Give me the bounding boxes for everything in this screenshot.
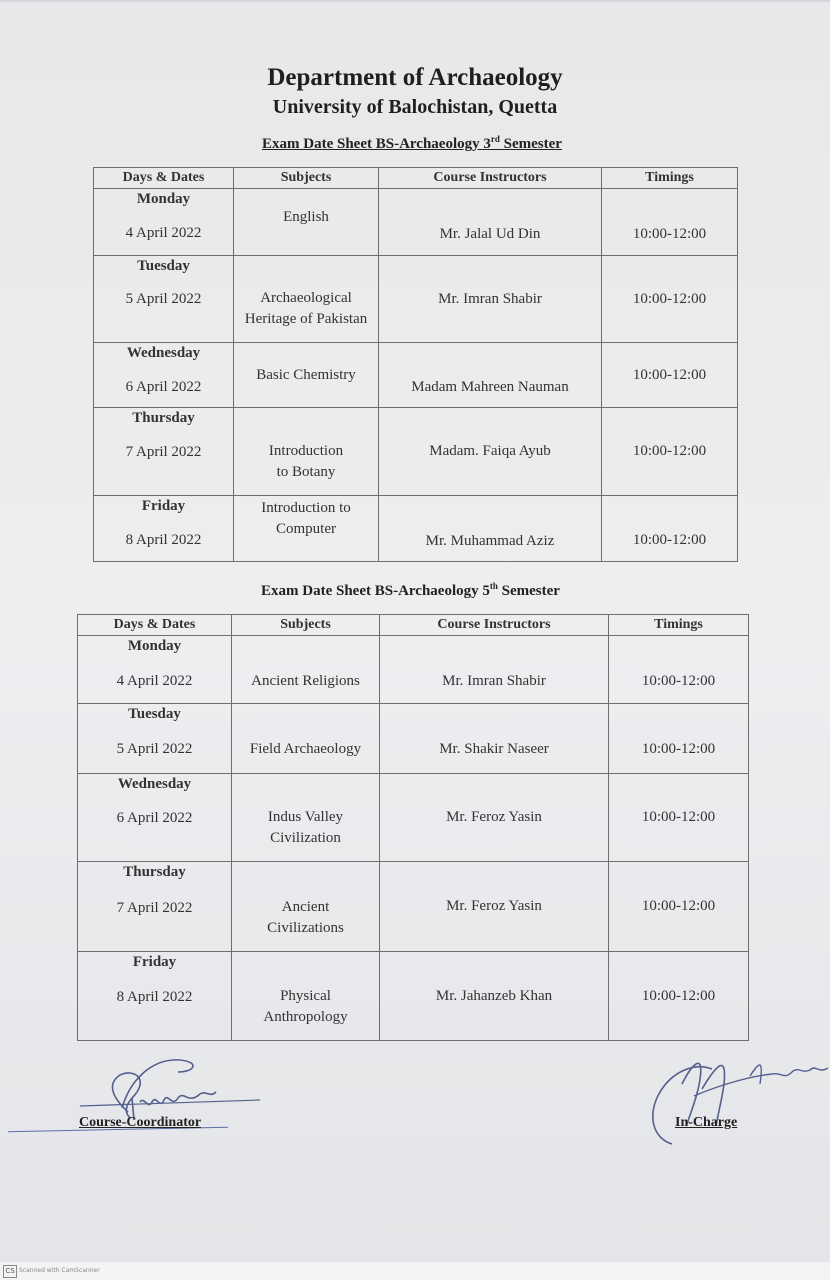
day-date-cell: [78, 636, 232, 704]
table-row: [94, 189, 738, 256]
timing-text: 10:00-12:00: [641, 809, 716, 825]
day-date-cell: [94, 343, 234, 408]
instructor-text: Mr. Feroz Yasin: [446, 898, 542, 914]
instructor-cell: [380, 636, 609, 704]
timing-text: 10:00-12:00: [632, 532, 707, 548]
date-label: 6 April 2022: [125, 379, 202, 395]
instructor-text: Mr. Shakir Naseer: [439, 741, 549, 757]
timing-cell: [602, 496, 738, 562]
instructor-cell: [380, 774, 609, 862]
day-label: Thursday: [123, 864, 186, 880]
subject-cell: [232, 636, 380, 704]
instructor-text: Mr. Feroz Yasin: [446, 809, 542, 825]
instructor-text: Mr. Muhammad Aziz: [425, 533, 555, 549]
instructor-text: Mr. Imran Shabir: [442, 673, 546, 689]
day-date-cell: [78, 862, 232, 952]
schedule-table-3rd-semester: [93, 167, 738, 562]
subject-text: Indus Valley Civilization: [267, 809, 344, 846]
schedule-table-5th-semester: [77, 614, 749, 1041]
header-course-instructors: Course Instructors: [379, 168, 602, 189]
date-label: 7 April 2022: [125, 444, 202, 460]
table-row: [94, 256, 738, 343]
day-label: Tuesday: [137, 258, 190, 274]
table-row: [78, 862, 749, 952]
subject-cell: [234, 189, 379, 256]
day-label: Monday: [136, 191, 191, 207]
timing-cell: [602, 189, 738, 256]
header-course-instructors: Course Instructors: [380, 615, 609, 636]
date-label: 6 April 2022: [116, 810, 193, 826]
subject-text: Archaeological Heritage of Pakistan: [244, 290, 368, 327]
paper-fold: [0, 0, 830, 2]
day-label: Friday: [132, 954, 177, 970]
header-days-dates: Days & Dates: [78, 615, 232, 636]
subject-text: Ancient Religions: [251, 673, 360, 689]
timing-text: 10:00-12:00: [632, 443, 707, 459]
subject-text: Ancient Civilizations: [267, 899, 344, 936]
table-header-row: [78, 615, 749, 636]
date-label: 5 April 2022: [125, 291, 202, 307]
table-row: [78, 952, 749, 1041]
camscanner-logo-icon: CS: [3, 1265, 17, 1278]
subject-text: Basic Chemistry: [256, 366, 356, 383]
day-label: Thursday: [132, 410, 195, 426]
subject-cell: [232, 704, 380, 774]
subject-cell: [234, 343, 379, 408]
header-timings: Timings: [602, 168, 738, 189]
timing-text: 10:00-12:00: [632, 290, 707, 307]
sheet1-title-end: Semester: [499, 136, 562, 152]
table-row: [94, 496, 738, 562]
day-date-cell: [78, 774, 232, 862]
date-label: 7 April 2022: [116, 900, 193, 916]
header-subjects: Subjects: [234, 168, 379, 189]
instructor-text: Madam Mahreen Nauman: [411, 379, 569, 395]
instructor-text: Madam. Faiqa Ayub: [429, 443, 551, 459]
date-label: 4 April 2022: [125, 225, 202, 241]
instructor-text: Mr. Imran Shabir: [438, 290, 542, 307]
day-label: Wednesday: [126, 345, 201, 361]
date-label: 4 April 2022: [116, 673, 193, 689]
day-label: Tuesday: [128, 706, 181, 722]
instructor-cell: [379, 496, 602, 562]
instructor-text: Mr. Jahanzeb Khan: [435, 987, 553, 1004]
table-row: [94, 408, 738, 496]
subject-text: Introduction to Computer: [261, 500, 351, 537]
timing-cell: [602, 343, 738, 408]
header-timings: Timings: [609, 615, 749, 636]
subject-cell: [234, 408, 379, 496]
instructor-text: Mr. Jalal Ud Din: [439, 226, 541, 242]
timing-cell: [609, 774, 749, 862]
day-date-cell: [94, 189, 234, 256]
instructor-cell: [380, 862, 609, 952]
in-charge-label: In-Charge: [675, 1115, 738, 1130]
timing-cell: [609, 952, 749, 1041]
sheet2-title-sup: th: [489, 581, 498, 591]
date-label: 5 April 2022: [116, 741, 193, 757]
instructor-cell: [380, 704, 609, 774]
instructor-cell: [380, 952, 609, 1041]
sheet2-title-main: Exam Date Sheet BS-Archaeology 5: [261, 583, 490, 599]
timing-cell: [609, 862, 749, 952]
table-row: [78, 704, 749, 774]
timing-cell: [602, 408, 738, 496]
university-title: University of Balochistan, Quetta: [272, 96, 558, 118]
day-date-cell: [94, 408, 234, 496]
subject-text: Physical Anthropology: [263, 988, 348, 1025]
date-label: 8 April 2022: [125, 532, 202, 548]
department-title: Department of Archaeology: [267, 64, 563, 91]
timing-text: 10:00-12:00: [641, 987, 716, 1004]
timing-cell: [609, 704, 749, 774]
timing-text: 10:00-12:00: [632, 226, 707, 242]
timing-text: 10:00-12:00: [641, 673, 716, 689]
subject-cell: [232, 862, 380, 952]
subject-cell: [232, 774, 380, 862]
sheet2-title: [261, 581, 560, 600]
timing-cell: [602, 256, 738, 343]
day-date-cell: [78, 704, 232, 774]
table-row: [78, 636, 749, 704]
subject-text: English: [283, 209, 329, 225]
subject-cell: [234, 256, 379, 343]
sheet1-title: [262, 134, 562, 153]
instructor-cell: [379, 343, 602, 408]
sheet1-title-main: Exam Date Sheet BS-Archaeology 3: [262, 136, 491, 152]
day-date-cell: [94, 256, 234, 343]
scanner-footer: [0, 1262, 830, 1280]
subject-cell: [234, 496, 379, 562]
subject-cell: [232, 952, 380, 1041]
subject-text: Field Archaeology: [249, 741, 362, 757]
date-label: 8 April 2022: [116, 989, 193, 1005]
header-subjects: Subjects: [232, 615, 380, 636]
instructor-cell: [379, 189, 602, 256]
timing-text: 10:00-12:00: [632, 366, 707, 383]
day-date-cell: [78, 952, 232, 1041]
day-label: Wednesday: [117, 776, 192, 792]
subject-text: Introduction to Botany: [268, 443, 344, 480]
table-row: [94, 343, 738, 408]
table-header-row: [94, 168, 738, 189]
day-label: Friday: [141, 498, 186, 514]
instructor-cell: [379, 408, 602, 496]
sheet2-title-end: Semester: [497, 583, 560, 599]
day-label: Monday: [127, 638, 182, 654]
instructor-cell: [379, 256, 602, 343]
header-days-dates: Days & Dates: [94, 168, 234, 189]
timing-cell: [609, 636, 749, 704]
scanner-watermark-text: Scanned with CamScanner: [19, 1267, 100, 1274]
day-date-cell: [94, 496, 234, 562]
sheet1-title-sup: rd: [490, 134, 500, 144]
table-row: [78, 774, 749, 862]
in-charge-signature: [632, 1034, 830, 1154]
course-coordinator-label: Course-Coordinator: [79, 1115, 202, 1130]
timing-text: 10:00-12:00: [641, 898, 716, 914]
timing-text: 10:00-12:00: [641, 741, 716, 757]
